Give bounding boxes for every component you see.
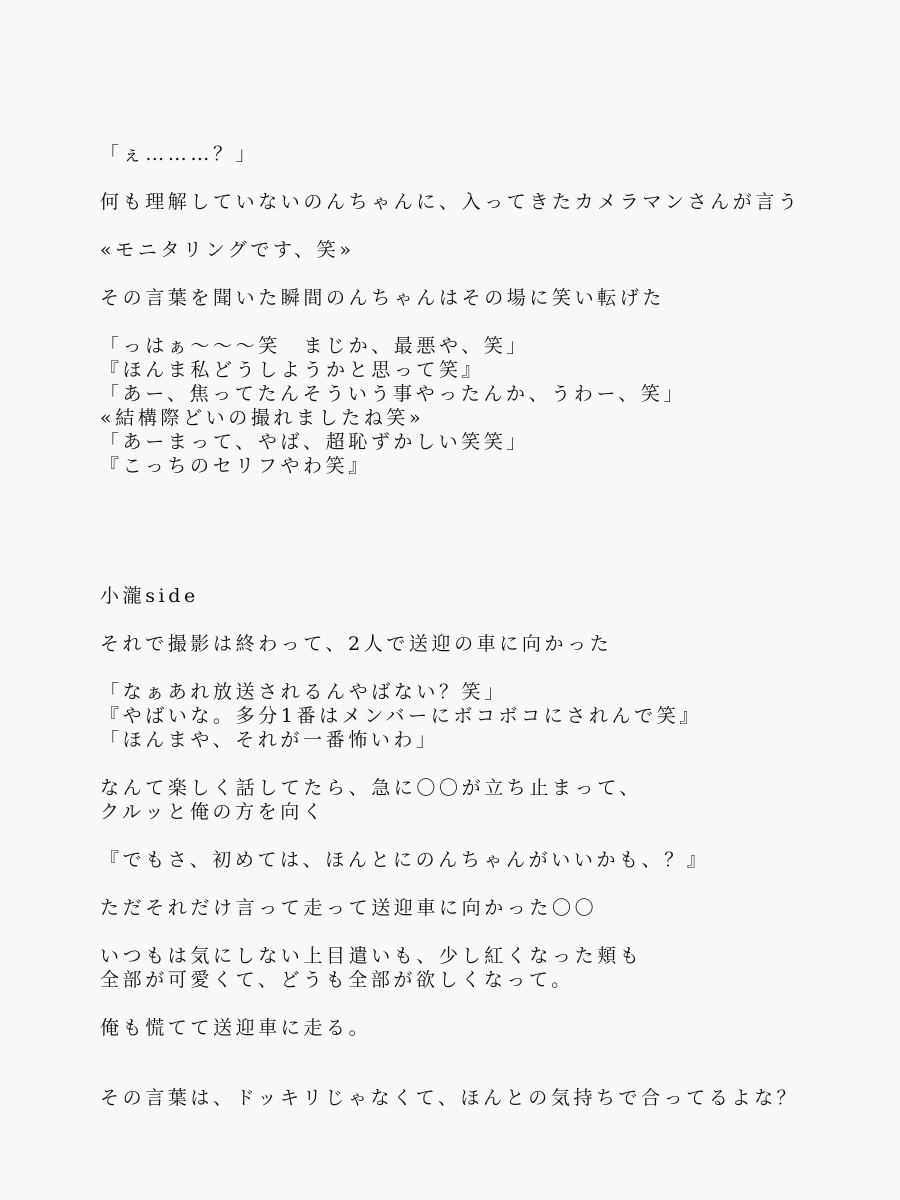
narration-line: ただそれだけ言って走って送迎車に向かった〇〇: [100, 897, 598, 919]
narration-line: 何も理解していないのんちゃんに、入ってきたカメラマンさんが言う: [100, 191, 801, 213]
narration-line: 俺も慌てて送迎車に走る。: [100, 1017, 372, 1039]
dialogue-line: 『こっちのセリフやわ笑』: [100, 455, 371, 477]
narration-line: いつもは気にしない上目遣いも、少し紅くなった頬も: [100, 945, 643, 967]
story-text: [100, 142, 880, 1110]
dialogue-line: 『ほんま私どうしようかと思って笑』: [100, 359, 485, 381]
narration-line: それで撮影は終わって、2人で送迎の車に向かった: [100, 633, 613, 655]
dialogue-line: 「っはぁ〜〜〜笑 まじか、最悪や、笑」: [100, 335, 530, 357]
dialogue-line: «モニタリングです、笑»: [100, 239, 355, 261]
dialogue-line: 『でもさ、初めては、ほんとにのんちゃんがいいかも、？』: [100, 849, 710, 871]
dialogue-line: 「ぇ………？」: [100, 143, 259, 165]
dialogue-line: 「なぁあれ放送されるんやばない？笑」: [100, 681, 507, 703]
dialogue-line: 「あーまって、やば、超恥ずかしい笑笑」: [100, 431, 530, 453]
dialogue-line: 「ほんまや、それが一番怖いわ」: [100, 729, 439, 751]
closing-line: その言葉は、ドッキリじゃなくて、ほんとの気持ちで合ってるよな？: [100, 1087, 800, 1109]
narration-line: 全部が可愛くて、どうも全部が欲しくなって。: [100, 969, 574, 991]
narration-line: クルッと俺の方を向く: [100, 801, 326, 823]
dialogue-line: «結構際どいの撮れましたね笑»: [100, 407, 425, 429]
dialogue-line: 「あー、焦ってたんそういう事やったんか、うわー、笑」: [100, 383, 687, 405]
dialogue-line: 『やばいな。多分1番はメンバーにボコボコにされんで笑』: [100, 705, 702, 727]
section-heading: 小瀧side: [100, 585, 199, 607]
narration-line: その言葉を聞いた瞬間のんちゃんはその場に笑い転げた: [100, 287, 666, 309]
narration-line: なんて楽しく話してたら、急に〇〇が立ち止まって、: [100, 777, 643, 799]
